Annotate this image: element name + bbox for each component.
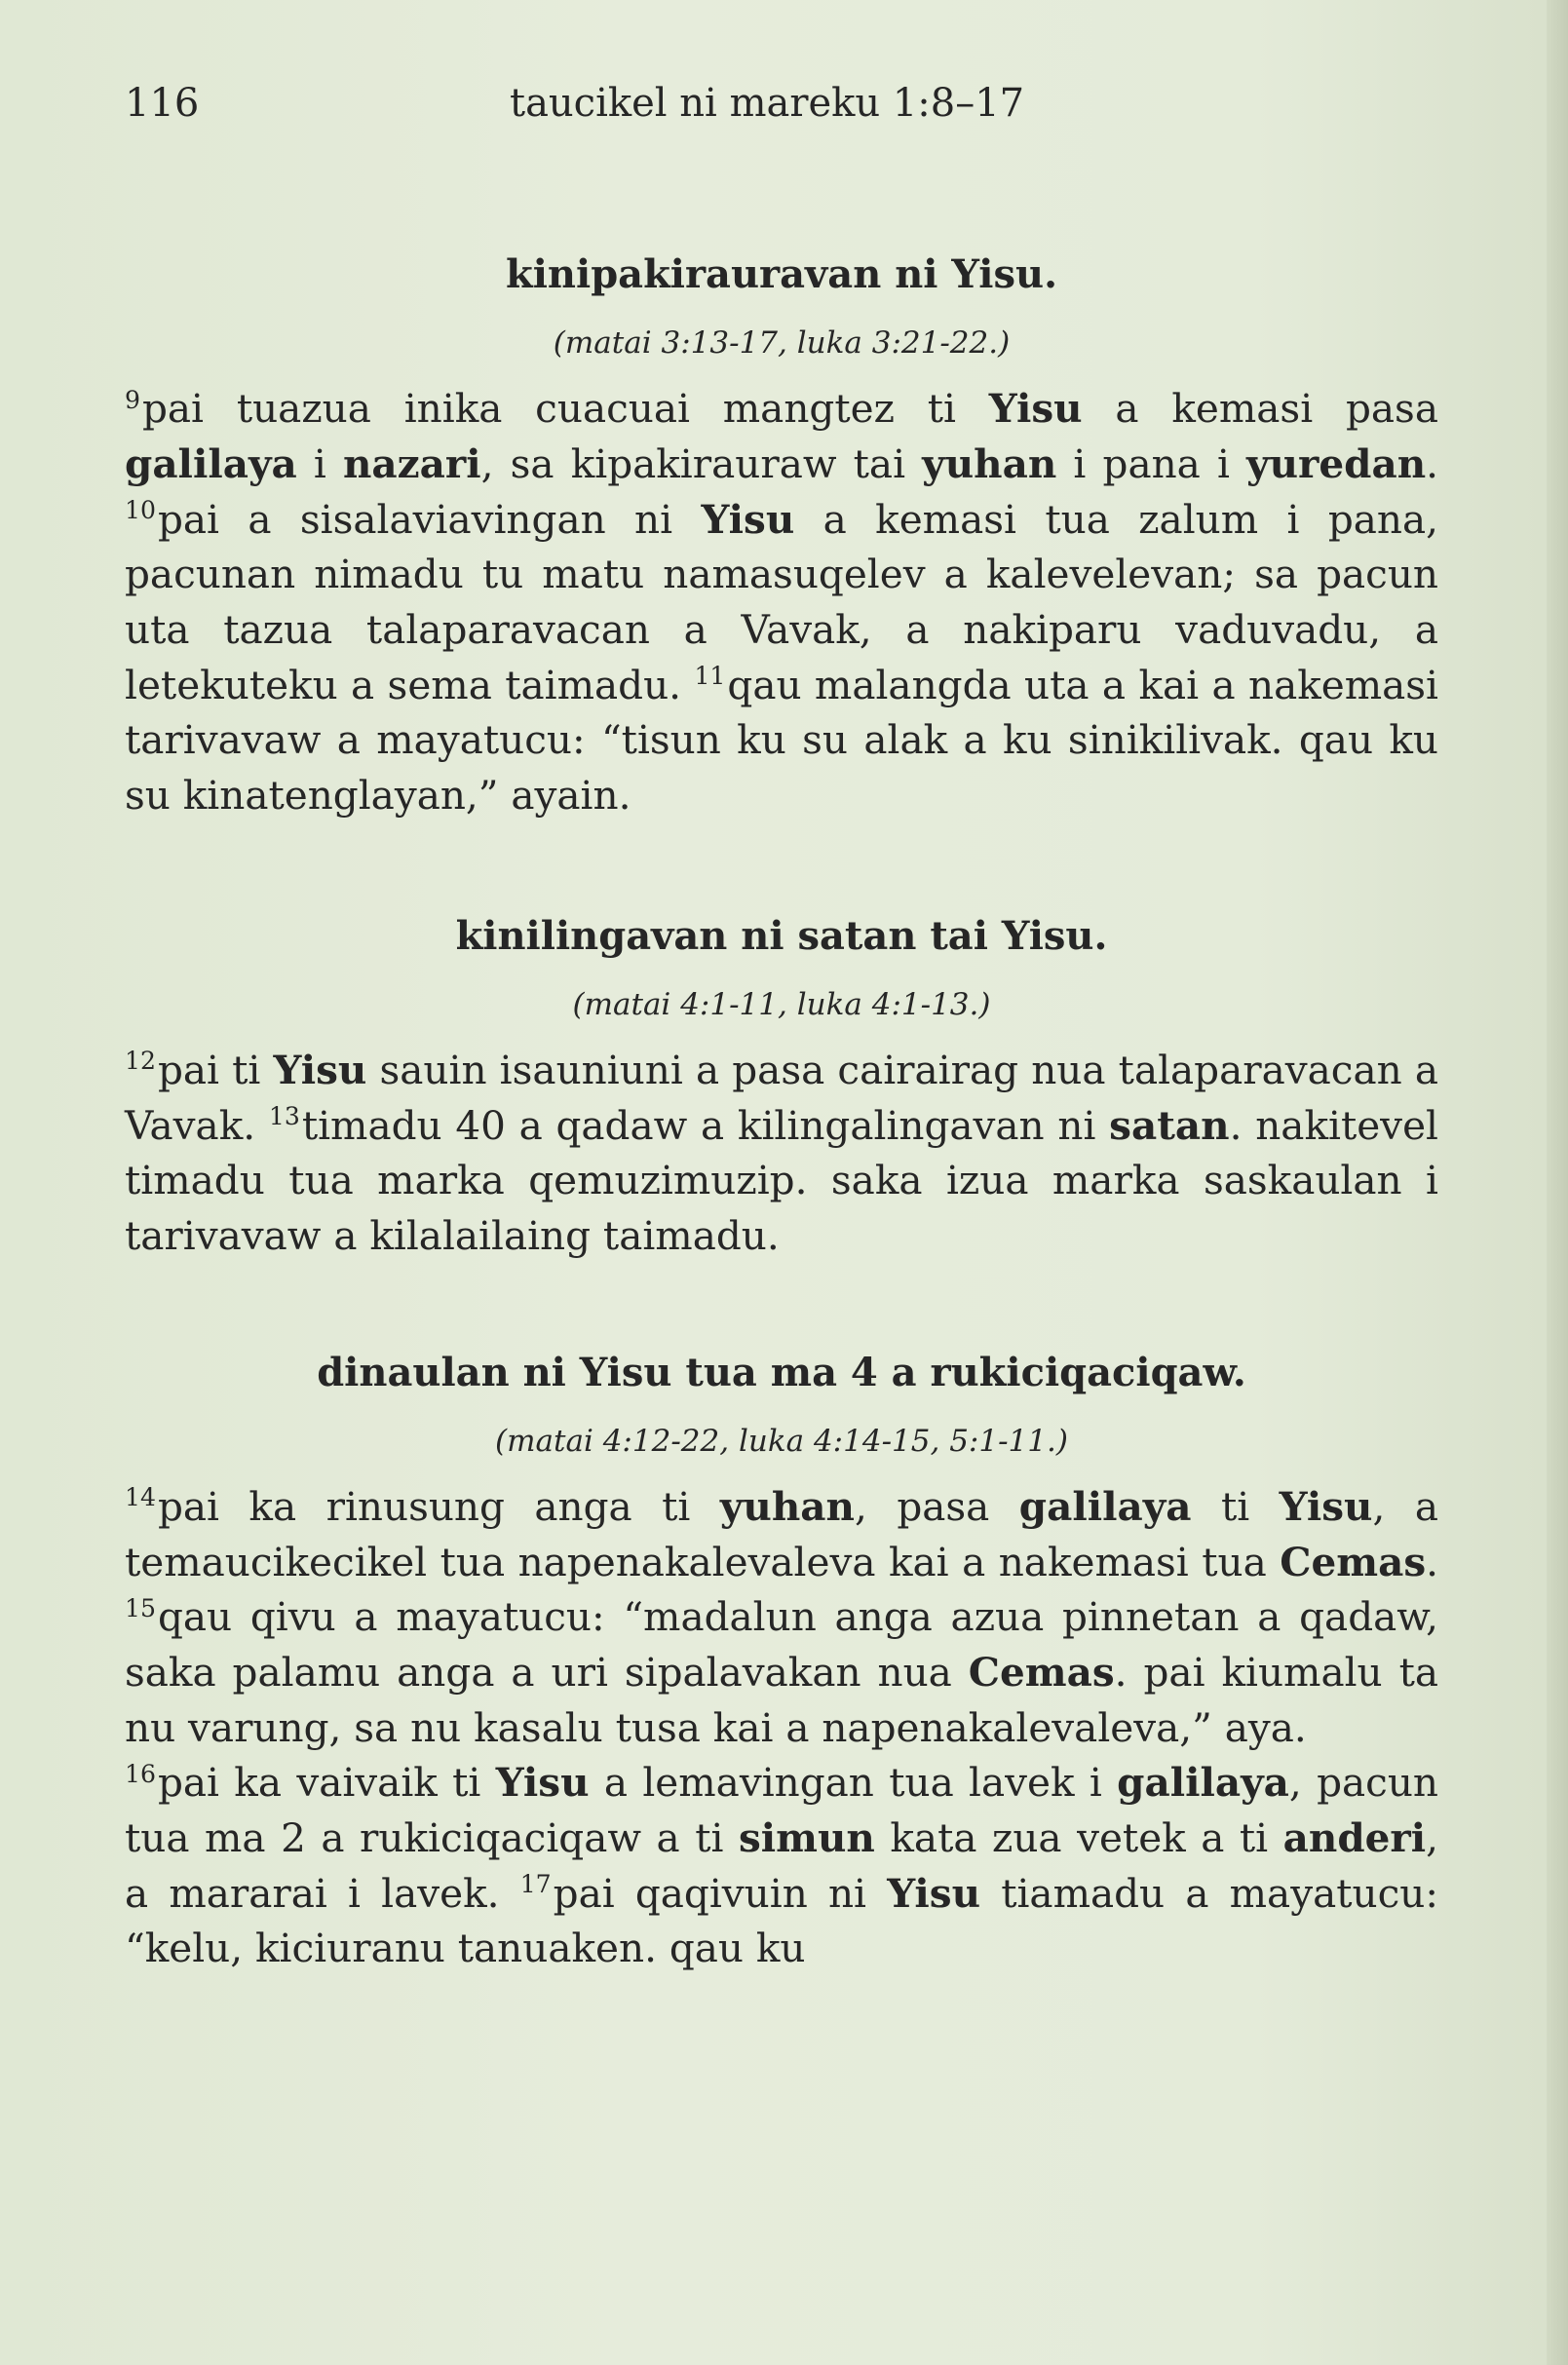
verse-text: a kemasi pasa <box>1082 385 1438 433</box>
section-heading: kinipakirauravan ni Yisu. <box>506 251 1057 297</box>
verse-number: 15 <box>125 1593 156 1622</box>
page-number: 116 <box>125 81 200 126</box>
verse-text: ti <box>1191 1482 1280 1530</box>
verse-paragraph <box>125 1479 1438 1755</box>
verse-text: i <box>296 439 343 487</box>
bold-name: Yisu <box>988 385 1083 433</box>
bold-name: yuhan <box>719 1482 855 1530</box>
verse-text: pai tuazua inika cuacuai mangtez ti <box>141 385 989 433</box>
verse-text: . <box>1426 1538 1438 1585</box>
verse-text: , sa kipakirauraw tai <box>480 439 923 487</box>
verse-text: qau malangda uta a kai a nakemasi tarivavaw a mayatucu: “tisun ku su alak a ku sinikilivak. qau ku su kinatenglayan,” ayain. <box>125 661 1439 819</box>
verse-text: timadu 40 a qadaw a kilingalingavan ni <box>301 1101 1110 1149</box>
verse-text: sauin isauniuni a pasa cairairag nua talaparavacan a Vavak. <box>125 1046 1438 1149</box>
section-calling-disciples <box>125 1350 1438 1976</box>
verse-text: , pasa <box>854 1482 1019 1530</box>
section-temptation <box>125 913 1438 1264</box>
bold-name: Yisu <box>1279 1482 1373 1530</box>
verse-text: pai qaqivuin ni <box>553 1869 888 1917</box>
verse-text: pai a sisalaviavingan ni <box>157 495 702 543</box>
verse-text: a lemavingan tua lavek i <box>589 1759 1118 1807</box>
verse-number: 9 <box>125 385 140 414</box>
parallel-references: (matai 4:1-11, luka 4:1-13.) <box>572 986 991 1022</box>
verse-number: 12 <box>125 1047 156 1076</box>
running-header <box>125 76 1450 131</box>
verse-text: pai ka rinusung anga ti <box>157 1482 720 1530</box>
bold-name: anderi <box>1282 1813 1427 1861</box>
verse-text: i pana i <box>1056 439 1247 487</box>
verse-text: pai ti <box>157 1046 274 1093</box>
parallel-references: (matai 3:13-17, luka 3:21-22.) <box>553 325 1011 361</box>
bold-name: nazari <box>342 439 481 487</box>
verse-paragraph <box>125 1043 1438 1264</box>
verse-text: , pacun tua ma 2 a rukiciqaciqaw a ti <box>125 1759 1438 1861</box>
bold-name: satan <box>1109 1101 1230 1149</box>
bold-name: Yisu <box>273 1046 367 1093</box>
bold-name: galilaya <box>125 439 297 487</box>
verse-text: kata zua vetek a ti <box>874 1813 1283 1861</box>
verse-number: 14 <box>125 1483 156 1512</box>
section-baptism <box>125 251 1438 823</box>
section-heading: kinilingavan ni satan tai Yisu. <box>455 912 1108 959</box>
bold-name: Yisu <box>887 1869 981 1917</box>
section-heading: dinaulan ni Yisu tua ma 4 a rukiciqaciqaw. <box>317 1349 1246 1395</box>
bold-name: galilaya <box>1018 1482 1192 1530</box>
verse-text: . nakitevel timadu tua marka qemuzimuzip. saka izua marka saskaulan i tarivavaw a kilalailaing taimadu. <box>125 1101 1438 1259</box>
running-title: taucikel ni mareku 1:8–17 <box>510 81 1025 126</box>
bold-name: simun <box>738 1813 875 1861</box>
bold-name: Yisu <box>495 1759 590 1807</box>
verse-text: . <box>1426 439 1439 487</box>
verse-paragraph <box>125 1755 1438 1976</box>
page-body <box>125 251 1438 1976</box>
parallel-references: (matai 4:12-22, luka 4:14-15, 5:1-11.) <box>495 1423 1068 1459</box>
bold-name: Yisu <box>701 495 795 543</box>
verse-text: qau qivu a mayatucu: “madalun anga azua pinnetan a qadaw, saka palamu anga a uri sipalavakan nua <box>125 1593 1438 1696</box>
verse-text: , a mararai i lavek. <box>125 1813 1438 1917</box>
verse-paragraph <box>125 381 1438 823</box>
bold-name: yuhan <box>922 439 1057 487</box>
bold-name: Cemas <box>1280 1538 1427 1585</box>
verse-number: 16 <box>125 1759 156 1788</box>
verse-text: , a temaucikecikel tua napenakalevaleva kai a nakemasi tua <box>125 1482 1438 1585</box>
verse-text: . pai kiumalu ta nu varung, sa nu kasalu tusa kai a napenakalevaleva,” aya. <box>125 1648 1438 1751</box>
verse-number: 17 <box>519 1870 552 1899</box>
bold-name: yuredan <box>1246 439 1427 487</box>
verse-text: a kemasi tua zalum i pana, pacunan nimadu tu matu namasuqelev a kalevelevan; sa pacun uta tazua talaparavacan a Vavak, a nakiparu vaduvadu, a letekuteku a sema taimadu. <box>125 495 1438 708</box>
verse-text: pai ka vaivaik ti <box>157 1759 496 1807</box>
bold-name: galilaya <box>1117 1759 1289 1807</box>
verse-number: 10 <box>125 496 156 525</box>
verse-text: tiamadu a mayatucu: “kelu, kiciuranu tanuaken. qau ku <box>125 1869 1438 1972</box>
verse-number: 13 <box>268 1102 300 1131</box>
bold-name: Cemas <box>968 1648 1115 1696</box>
book-spine-edge <box>1547 0 1568 2365</box>
verse-number: 11 <box>694 662 726 691</box>
